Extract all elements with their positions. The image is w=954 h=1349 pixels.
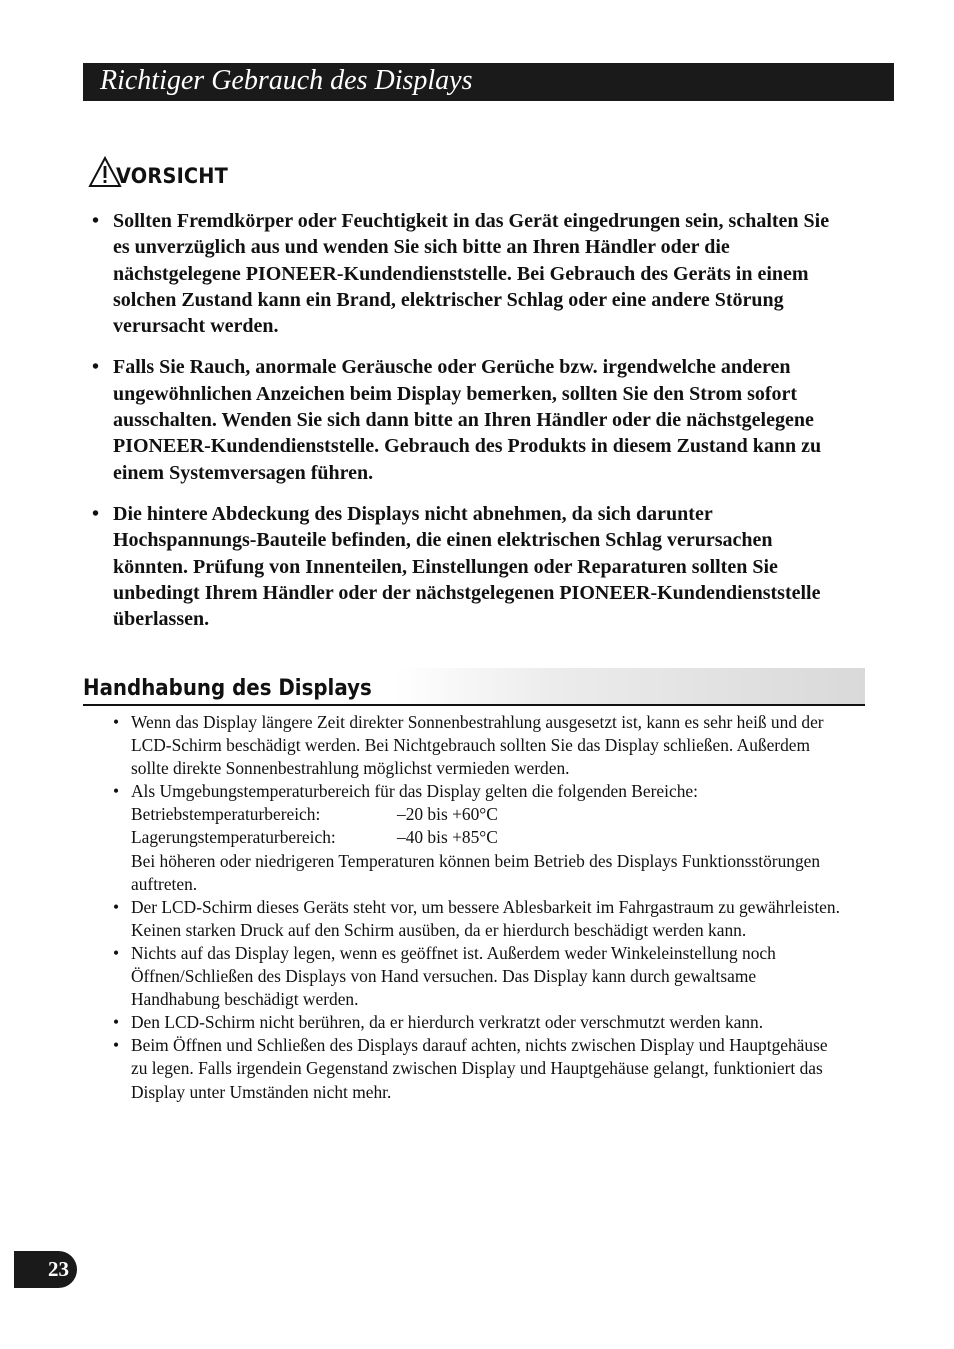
caution-item bbox=[88, 501, 848, 632]
storage-temperature-row bbox=[131, 826, 842, 849]
bullet: • bbox=[92, 502, 100, 525]
operating-temperature-value: –20 bis +60°C bbox=[397, 804, 498, 825]
operating-temperature-row bbox=[131, 803, 842, 826]
storage-temperature-label: Lagerungstemperaturbereich: bbox=[131, 827, 336, 848]
bullet: • bbox=[113, 1035, 120, 1056]
handling-item bbox=[112, 1034, 842, 1103]
temperature-note: Bei höheren oder niedrigeren Temperaturen können beim Betrieb des Displays Funktionsstörungen auftreten. bbox=[131, 850, 821, 894]
handling-item-text: Der LCD-Schirm dieses Geräts steht vor, um bessere Ablesbarkeit im Fahrgastraum zu gewährleisten. Keinen starken Druck auf den Schirm ausüben, da er hierdurch beschädigt werden kann. bbox=[131, 896, 840, 940]
caution-list bbox=[88, 208, 848, 647]
bullet: • bbox=[92, 356, 100, 379]
handling-item-text: Beim Öffnen und Schließen des Displays darauf achten, nichts zwischen Display und Hauptgehäuse zu legen. Falls irgendein Gegenstand zwischen Display und Hauptgehäuse gelangt, funktioniert das Display unter Umständen nicht mehr. bbox=[131, 1035, 828, 1102]
operating-temperature-label: Betriebstemperaturbereich: bbox=[131, 804, 321, 825]
handling-list bbox=[112, 711, 842, 1104]
handling-item bbox=[112, 780, 842, 895]
caution-item bbox=[88, 354, 848, 485]
handling-item-text: Wenn das Display längere Zeit direkter Sonnenbestrahlung ausgesetzt ist, kann es sehr heiß und der LCD-Schirm beschädigt werden. Bei Nichtgebrauch sollten Sie das Display schließen. Außerdem sollte direkte Sonnenbestrahlung möglichst vermieden werden. bbox=[131, 712, 824, 779]
handling-item bbox=[112, 942, 842, 1011]
bullet: • bbox=[113, 712, 120, 732]
page-title: Richtiger Gebrauch des Displays bbox=[100, 65, 473, 96]
section-heading-text: Handhabung des Displays bbox=[83, 676, 372, 701]
handling-item bbox=[112, 896, 842, 942]
bullet: • bbox=[113, 896, 120, 917]
caution-item-text: Falls Sie Rauch, anormale Geräusche oder Gerüche bzw. irgendwelche anderen ungewöhnlichen Anzeichen beim Display bemerken, sollten Sie den Strom sofort ausschalten. Wenden Sie sich dann bitte an Ihren Händler oder die nächstgelegene PIONEER-Kundendienststelle. Gebrauch des Produkts in diesem Zustand kann zu einem Systemversagen führen. bbox=[113, 356, 822, 484]
storage-temperature-value: –40 bis +85°C bbox=[397, 827, 498, 848]
caution-item-text: Sollten Fremdkörper oder Feuchtigkeit in das Gerät eingedrungen sein, schalten Sie es unverzüglich aus und wenden Sie sich bitte an Ihren Händler oder die nächstgelegene PIONEER-Kundendienststelle. Bei Gebrauch des Geräts in einem solchen Zustand kann ein Brand, elektrischer Schlag oder eine andere Störung verursacht werden. bbox=[113, 210, 830, 338]
caution-item bbox=[88, 208, 848, 339]
handling-item-text: Den LCD-Schirm nicht berühren, da er hierdurch verkratzt oder verschmutzt werden kann. bbox=[131, 1012, 764, 1033]
section-heading bbox=[83, 668, 865, 706]
caution-item-text: Die hintere Abdeckung des Displays nicht abnehmen, da sich darunter Hochspannungs-Bauteile befinden, die einen elektrischen Schlag verursachen könnten. Prüfung von Innenteilen, Einstellungen oder Reparaturen sollten Sie unbedingt Ihrem Händler oder der nächstgelegenen PIONEER-Kundendienststelle überlassen. bbox=[113, 502, 821, 631]
bullet: • bbox=[113, 1012, 120, 1033]
caution-heading bbox=[88, 148, 238, 188]
bullet: • bbox=[113, 781, 120, 802]
handling-item bbox=[112, 711, 842, 780]
page-number: 23 bbox=[14, 1251, 77, 1288]
bullet: • bbox=[113, 942, 120, 963]
bullet: • bbox=[92, 210, 100, 232]
temperature-intro: Als Umgebungstemperaturbereich für das Display gelten die folgenden Bereiche: bbox=[131, 781, 698, 802]
caution-label: VORSICHT bbox=[116, 164, 229, 188]
handling-item-text: Nichts auf das Display legen, wenn es geöffnet ist. Außerdem weder Winkeleinstellung noch Öffnen/Schließen des Displays von Hand versuchen. Das Display kann durch gewaltsame Handhabung beschädigt werden. bbox=[131, 942, 776, 1010]
handling-item bbox=[112, 1011, 842, 1034]
